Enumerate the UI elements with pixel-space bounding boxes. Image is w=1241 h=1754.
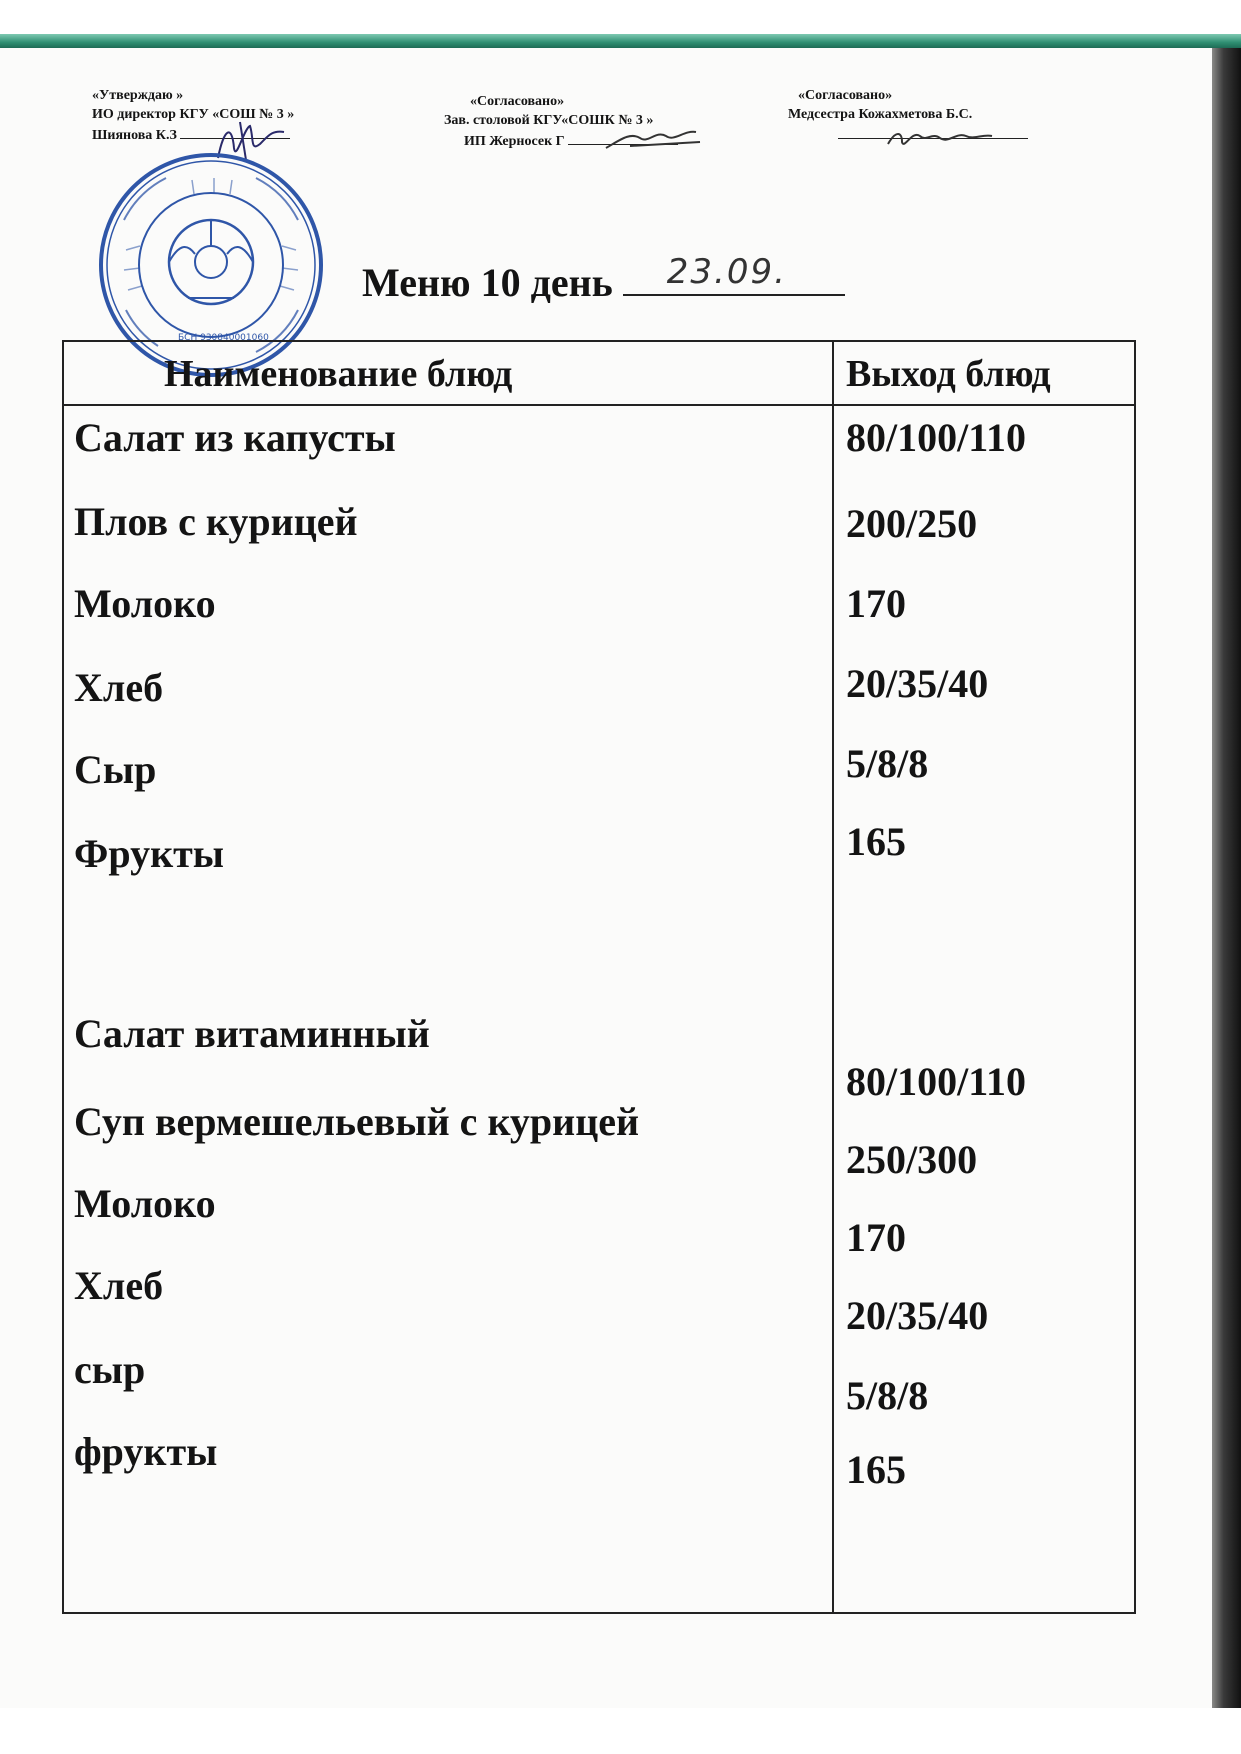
approval-signer: Шиянова К.З (92, 128, 177, 143)
table-row-portion: 80/100/110 (846, 415, 1027, 460)
scan-bottom-margin (0, 1708, 1241, 1754)
table-row-dish: Плов с курицей (74, 499, 358, 544)
approval-position: Медсестра Кожахметова Б.С. (788, 107, 973, 122)
table-row-portion: 200/250 (846, 501, 978, 546)
table-row-portion: 5/8/8 (846, 1373, 929, 1418)
table-row-dish: Салат витаминный (74, 1011, 430, 1056)
handwritten-date: 23.09. (666, 252, 787, 292)
scan-green-edge (0, 34, 1241, 48)
header-divider (64, 404, 1134, 406)
nurse-signature (880, 120, 1000, 154)
table-row-portion: 5/8/8 (846, 741, 929, 786)
canteen-signature (600, 122, 710, 156)
table-row-portion: 170 (846, 1215, 906, 1260)
table-row-dish: Сыр (74, 747, 157, 792)
menu-table (62, 340, 1136, 1614)
table-row-dish: Хлеб (74, 665, 164, 710)
approval-position: ИО директор КГУ «СОШ № 3 » (92, 107, 295, 122)
approval-heading: «Утверждаю » (92, 88, 184, 103)
table-row-portion: 165 (846, 819, 906, 864)
header-dish-name: Наименование блюд (164, 353, 513, 395)
approval-heading: «Согласовано» (798, 88, 893, 103)
table-row-portion: 170 (846, 581, 906, 626)
table-row-dish: Салат из капусты (74, 415, 396, 460)
approval-signer: ИП Жерносек Г (464, 134, 565, 149)
table-row-dish: Молоко (74, 581, 216, 626)
table-row-portion: 80/100/110 (846, 1059, 1027, 1104)
table-row-portion: 20/35/40 (846, 1293, 989, 1338)
table-row-dish: Фрукты (74, 831, 224, 876)
table-row-dish: Молоко (74, 1181, 216, 1226)
approval-heading: «Согласовано» (470, 94, 565, 109)
table-row-portion: 250/300 (846, 1137, 978, 1182)
title-text: Меню 10 день (362, 260, 613, 305)
table-row-portion: 165 (846, 1447, 906, 1492)
page-edge-shadow (1212, 48, 1241, 1708)
date-field (623, 252, 845, 296)
column-divider (832, 342, 834, 1612)
table-row-dish: сыр (74, 1347, 146, 1392)
table-row-portion: 20/35/40 (846, 661, 989, 706)
table-row-dish: Хлеб (74, 1263, 164, 1308)
page-title (362, 252, 845, 306)
table-row-dish: фрукты (74, 1429, 218, 1474)
stamp-code: БСН 930840001060 (178, 333, 269, 343)
header-portion: Выход блюд (846, 353, 1051, 395)
approval-position: Зав. столовой КГУ«СОШК № 3 » (444, 113, 654, 128)
table-row-dish: Суп вермешельевый с курицей (74, 1099, 640, 1144)
